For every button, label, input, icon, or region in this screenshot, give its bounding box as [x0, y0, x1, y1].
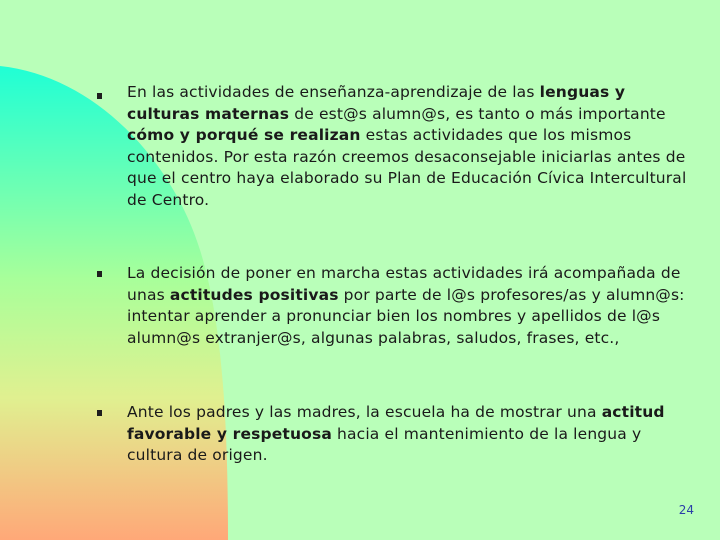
text-segment: Ante los padres y las madres, la escuela ha de mostrar una — [127, 403, 602, 421]
text-segment: hacia el mantenimiento de la lengua y cultura de origen. — [127, 424, 642, 465]
square-bullet-icon — [97, 410, 102, 416]
text-segment: estas actividades que los mismos contenidos. Por esta razón creemos desaconsejable iniciarlas antes de que el centro haya elaborado su Plan de Educación Cívica Intercultural de Centro. — [127, 126, 687, 209]
page-number: 24 — [678, 503, 694, 517]
bullet-item-2 — [127, 263, 687, 349]
bold-text-segment: lenguas y culturas maternas — [127, 83, 626, 123]
bullet-item-1 — [127, 82, 687, 212]
text-segment: por parte de l@s profesores/as y alumn@s: intentar aprender a pronunciar bien los nombres y apellidos de l@s alumn@s extranjer@s, algunas palabras, saludos, frases, etc., — [127, 285, 685, 347]
square-bullet-icon — [97, 271, 102, 277]
text-segment: de est@s alumn@s, es tanto o más importante — [289, 104, 666, 123]
square-bullet-icon — [97, 93, 102, 99]
text-segment: La decisión de poner en marcha estas actividades irá acompañada de unas — [127, 264, 681, 304]
bold-text-segment: cómo y porqué se realizan — [127, 126, 361, 145]
bullet-item-3 — [127, 402, 687, 467]
bold-text-segment: actitud favorable y respetuosa — [127, 403, 665, 443]
bold-text-segment: actitudes positivas — [169, 285, 339, 304]
text-segment: En las actividades de enseñanza-aprendizaje de las — [127, 83, 540, 101]
